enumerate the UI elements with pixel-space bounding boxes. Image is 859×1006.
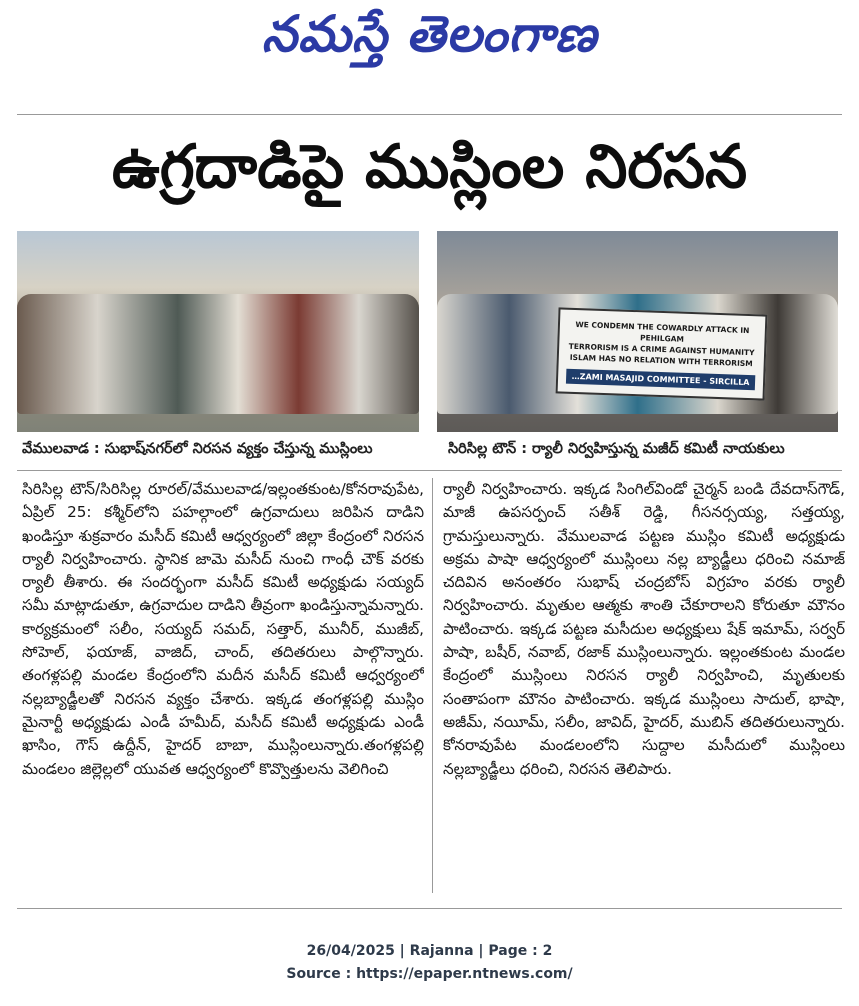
headline-text: ఉగ్రదాడిపై ముస్లింల నిరసన — [111, 132, 748, 202]
footer-source: Source : https://epaper.ntnews.com/ — [286, 966, 573, 982]
banner-line-2: TERRORISM IS A CRIME AGAINST HUMANITY — [568, 341, 755, 357]
article-column-left — [22, 478, 424, 893]
newspaper-title: నమస్తే తెలంగాణ — [261, 4, 598, 63]
photo-caption-left: వేములవాడ : సుభాష్‌నగర్‌లో నిరసన వ్యక్తం చేస్తున్న ముస్లింలు — [22, 441, 373, 457]
banner-line-1: WE CONDEMN THE COWARDLY ATTACK IN PEHILGAM — [575, 319, 750, 344]
column-divider — [432, 478, 433, 893]
crowd-shape — [17, 294, 419, 414]
article-column-right — [443, 478, 845, 893]
banner-line-3: ISLAM HAS NO RELATION WITH TERRORISM — [569, 352, 753, 368]
footer-date-edition: 26/04/2025 | Rajanna | Page : 2 — [306, 943, 553, 959]
caption-divider — [17, 470, 842, 471]
photo-caption-right: సిరిసిల్ల టౌన్ : ర్యాలీ నిర్వహిస్తున్న మజీద్ కమిటీ నాయకులు — [448, 441, 785, 457]
protest-banner — [556, 307, 768, 400]
photo-sircilla-rally — [437, 231, 838, 432]
top-divider — [17, 114, 842, 115]
banner-strip: …ZAMI MASAJID COMMITTEE - SIRCILLA — [566, 368, 756, 390]
photo-vemulawada-protest — [17, 231, 419, 432]
masthead — [0, 0, 859, 80]
article-text-right: ర్యాలీ నిర్వహించారు. ఇక్కడ సింగిల్‌విండో చైర్మన్ బండి దేవదాస్‌గౌడ్, మాజీ ఉపసర్పంచ్ సతీశ్ రెడ్డి, గీసనర్సయ్య, సత్తయ్య, గ్రామస్తులున్నారు. వేములవాడ పట్టణ ముస్లిం కమిటీ అధ్యక్షుడు అక్రమ పాషా ఆధ్వర్యంలో ముస్లింలు నల్ల బ్యాడ్జీలు ధరించి నమాజ్ చదివిన అనంతరం సుభాష్ చంద్రబోస్ విగ్రహం వరకు ర్యాలీ నిర్వహించారు. మృతుల ఆత్మకు శాంతి చేకూరాలని కోరుతూ మౌనం పాటించారు. ఇక్కడ పట్టణ మసీదుల అధ్యక్షులు షేక్ ఇమామ్, సర్వర్ పాషా, బషీర్, నవాబ్, రజాక్ ముస్లింలున్నారు. ఇల్లంతకుంట మండల కేంద్రంలో ముస్లింలు నిరసన ర్యాలీ నిర్వహించి, మృతులకు సంతాపంగా మౌనం పాటించారు. ఇక్కడ ముస్లింలు సాదుల్, భాషా, అజీమ్, నయీమ్, సలీం, జావిద్, హైదర్, ముబిన్ తదితరులున్నారు. కోనరావుపేట మండలంలోని సుద్దాల మసీదులో ముస్లింలు నల్లబ్యాడ్జీలు ధరించి, నిరసన తెలిపారు. — [443, 480, 845, 778]
bottom-divider — [17, 908, 842, 909]
article-text-left: సిరిసిల్ల టౌన్/సిరిసిల్ల రూరల్/వేములవాడ/ఇల్లంతకుంట/కోనరావుపేట, ఏప్రిల్ 25: కశ్మీర్‌లోని పహల్గాంలో ఉగ్రవాదులు జరిపిన దాడిని ఖండిస్తూ శుక్రవారం మసీద్ కమిటీ ఆధ్వర్యంలో జిల్లా కేంద్రంలో నిరసన ర్యాలీ నిర్వహించారు. స్థానిక జామె మసీద్ నుంచి గాంధీ చౌక్ వరకు ర్యాలీ తీశారు. ఈ సందర్భంగా మసీద్ కమిటీ అధ్యక్షుడు సయ్యద్ సమీ మాట్లాడుతూ, ఉగ్రవాదుల దాడిని తీవ్రంగా ఖండిస్తున్నామన్నారు. కార్యక్రమంలో సలీం, సయ్యద్ సమద్, సత్తార్, మునీర్, ముజీబ్, సోహెల్, ఫయాజ్, వాజిద్, చాంద్, తదితరులు పాల్గొన్నారు. తంగళ్లపల్లి మండల కేంద్రంలోని మదీన మసీద్ కమిటీ ఆధ్వర్యంలో నల్లబ్యాడ్జీలతో నిరసన వ్యక్తం చేశారు. ఇక్కడ తంగళ్లపల్లి ముస్లిం మైనార్టీ అధ్యక్షుడు ఎండీ హమీద్, మసీద్ కమిటీ అధ్యక్షుడు ఎండీ ఖాసిం, గౌస్ ఉద్దీన్, హైదర్ బాబా, ముస్లింలున్నారు.తంగళ్లపల్లి మండలం జిల్లెల్లలో యువత ఆధ్వర్యంలో కొవ్వొత్తులను వెలిగించి — [22, 480, 424, 778]
headline — [17, 128, 842, 220]
